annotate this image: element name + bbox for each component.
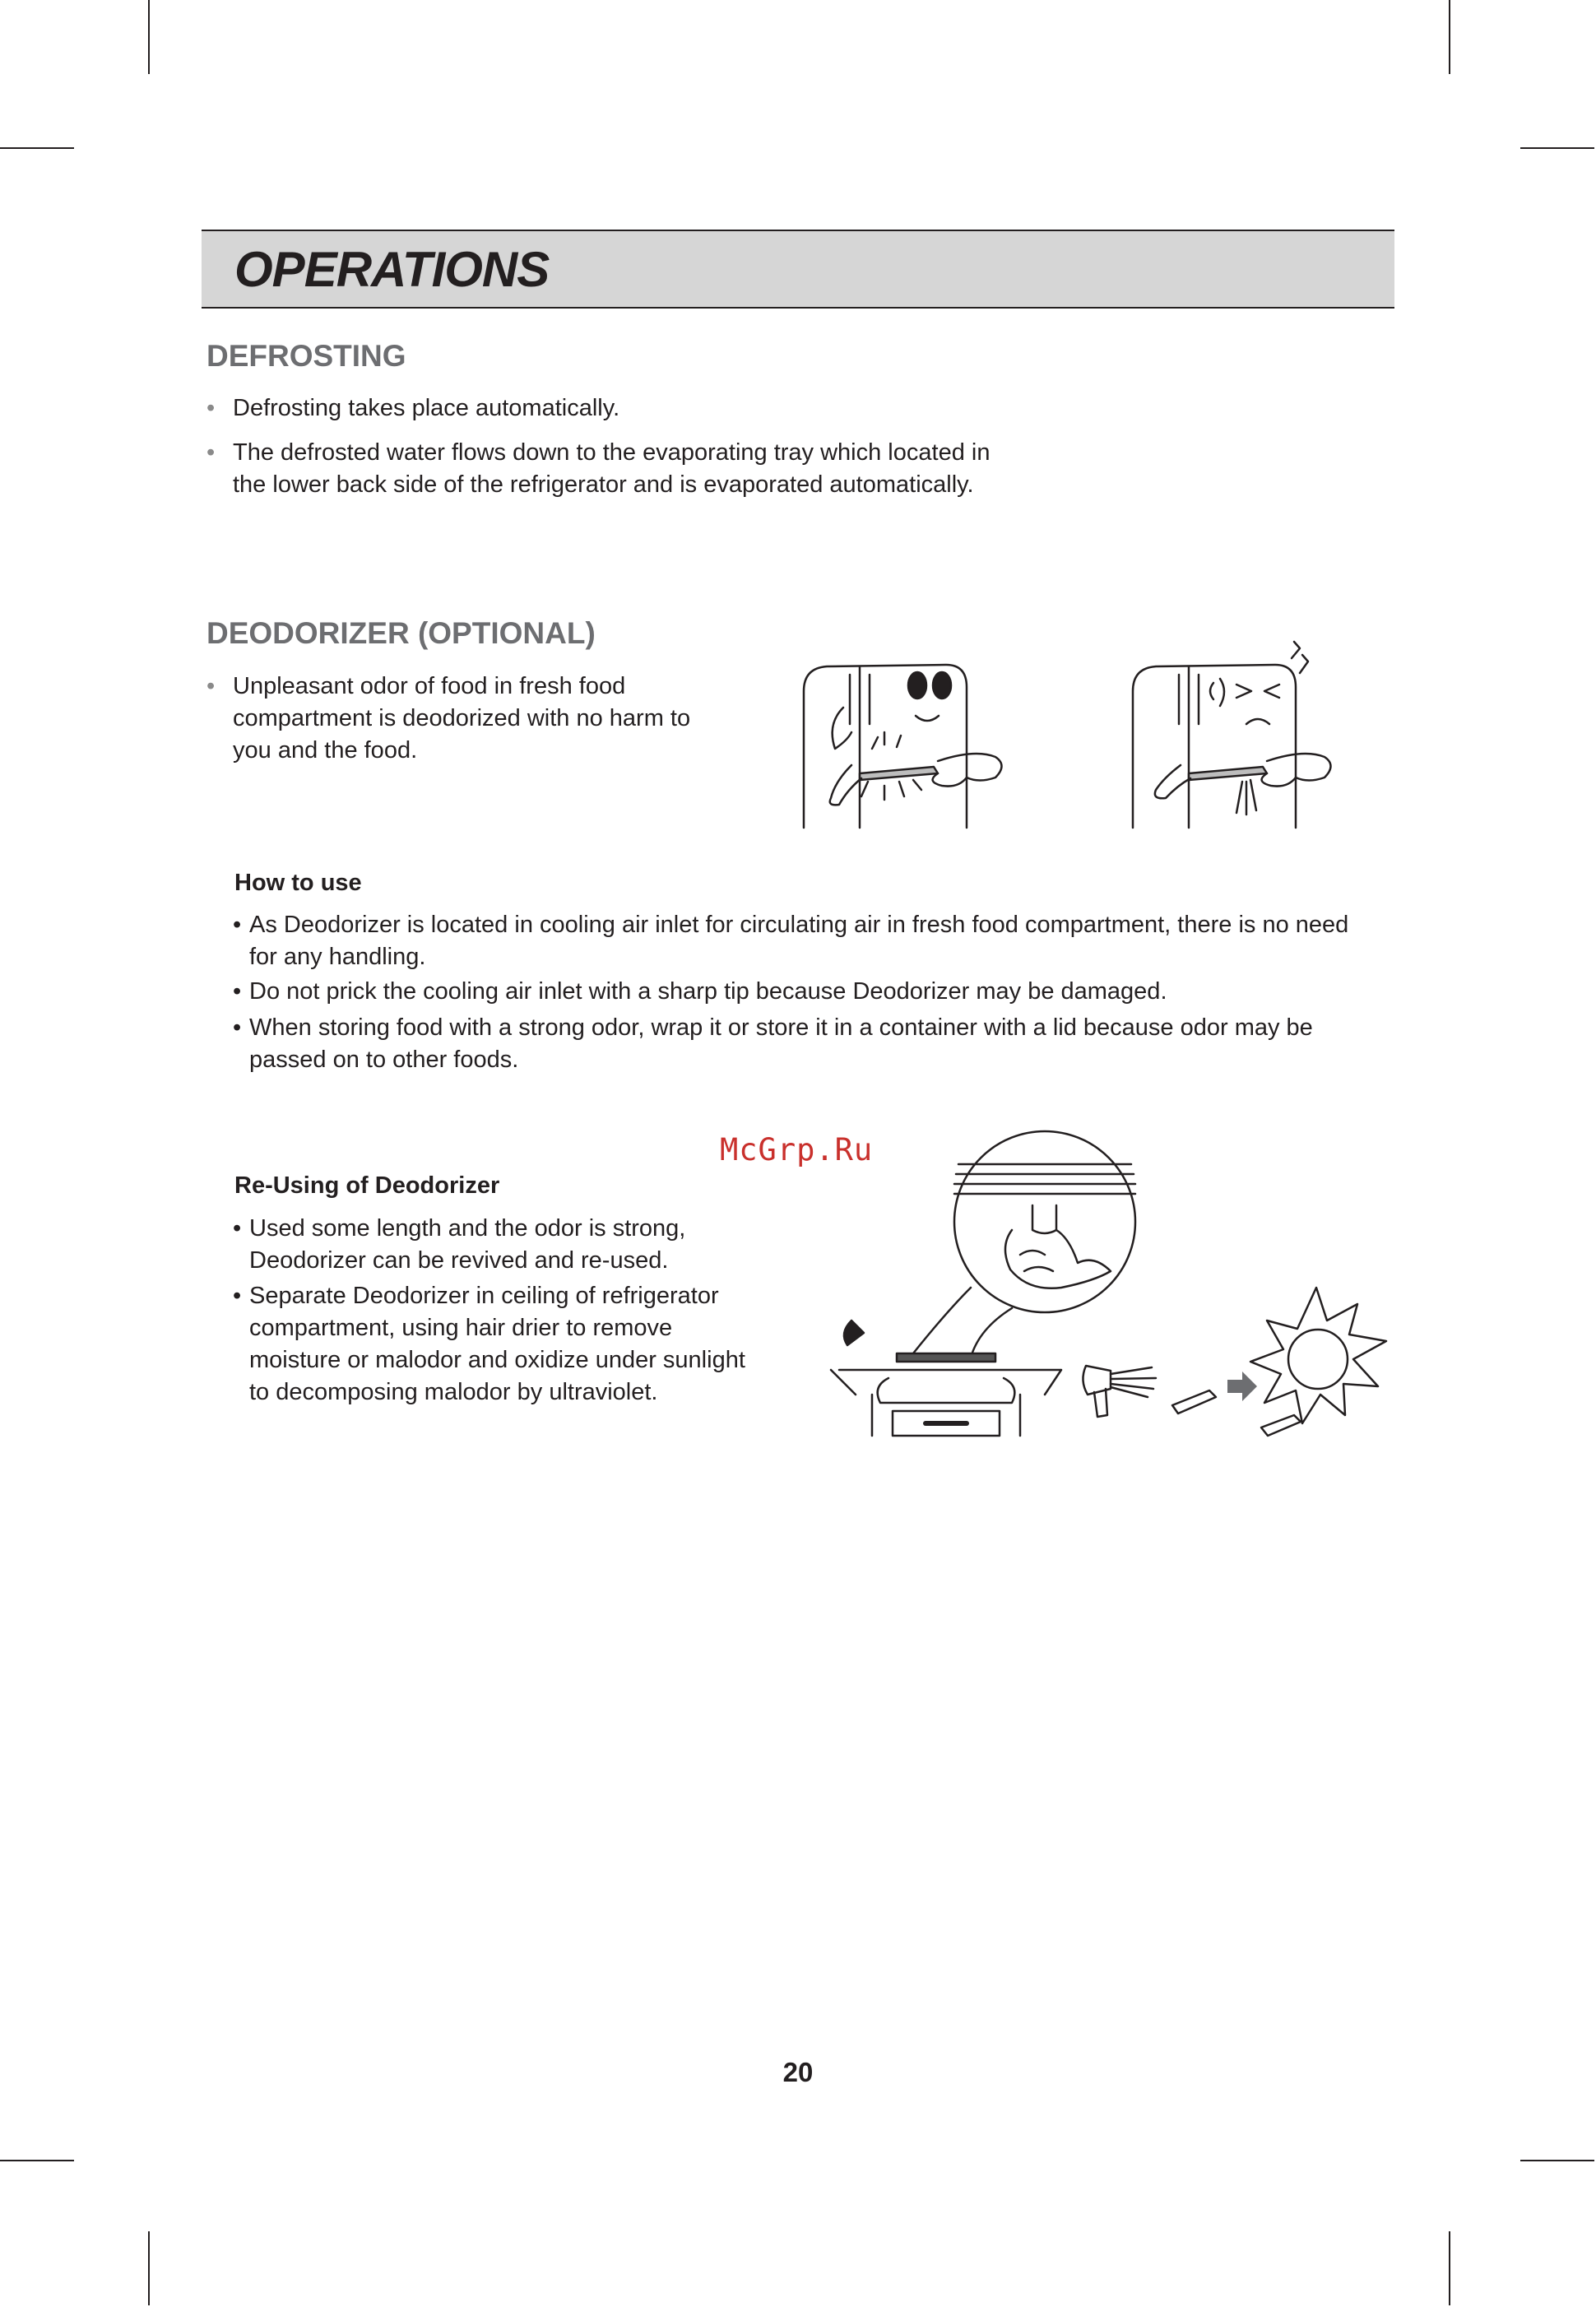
bullet-mark: • [206, 673, 216, 699]
bullet-mark: • [233, 912, 242, 938]
bullet-text: The defrosted water flows down to the evaporating tray which located in [233, 439, 991, 466]
crop-mark [148, 0, 150, 74]
bullet-text: the lower back side of the refrigerator and is evaporated automatically. [233, 471, 974, 498]
bullet-mark: • [233, 1215, 242, 1242]
bullet-mark: • [233, 1014, 242, 1041]
bullet-text: to decomposing malodor by ultraviolet. [249, 1379, 658, 1405]
page-number: 20 [782, 2057, 814, 2087]
crop-mark [1449, 2231, 1450, 2305]
reusing-heading: Re-Using of Deodorizer [234, 1172, 500, 1199]
unhappy-fridge-icon [1131, 642, 1378, 831]
bullet-text: moisture or malodor and oxidize under sunlight [249, 1347, 745, 1373]
bullet-mark: • [206, 439, 216, 466]
bullet-text: Used some length and the odor is strong, [249, 1215, 686, 1242]
crop-mark [0, 2160, 74, 2161]
section-banner [202, 230, 1394, 309]
bullet-text: Defrosting takes place automatically. [233, 395, 620, 421]
happy-fridge-icon [802, 658, 1049, 831]
bullet-text: passed on to other foods. [249, 1047, 519, 1073]
bullet-mark: • [206, 395, 216, 421]
bullet-mark: • [233, 1283, 242, 1309]
crop-mark [148, 2231, 150, 2305]
bullet-text: When storing food with a strong odor, wrap it or store it in a container with a lid because odor may be [249, 1014, 1313, 1041]
deodorizer-heading: DEODORIZER (OPTIONAL) [206, 616, 596, 650]
bullet-text: you and the food. [233, 737, 418, 764]
how-to-use-heading: How to use [234, 870, 362, 896]
bullet-text: Unpleasant odor of food in fresh food [233, 673, 626, 699]
bullet-text: Separate Deodorizer in ceiling of refrigerator [249, 1283, 719, 1309]
defrosting-heading: DEFROSTING [206, 339, 406, 373]
crop-mark [1520, 2160, 1594, 2161]
watermark: McGrp.Ru [720, 1132, 874, 1167]
bullet-text: compartment is deodorized with no harm to [233, 705, 691, 731]
bullet-text: for any handling. [249, 944, 426, 970]
hair-dryer-icon [1078, 1349, 1226, 1432]
sun-icon [1238, 1283, 1394, 1448]
page-title: OPERATIONS [234, 242, 550, 297]
crop-mark [0, 147, 74, 149]
crop-mark [1520, 147, 1594, 149]
bullet-text: compartment, using hair drier to remove [249, 1315, 673, 1341]
crop-mark [1449, 0, 1450, 74]
bullet-text: As Deodorizer is located in cooling air inlet for circulating air in fresh food compartment, there is no need [249, 912, 1349, 938]
bullet-mark: • [233, 978, 242, 1005]
bullet-text: Deodorizer can be revived and re-used. [249, 1247, 669, 1274]
bullet-text: Do not prick the cooling air inlet with a sharp tip because Deodorizer may be damaged. [249, 978, 1167, 1005]
